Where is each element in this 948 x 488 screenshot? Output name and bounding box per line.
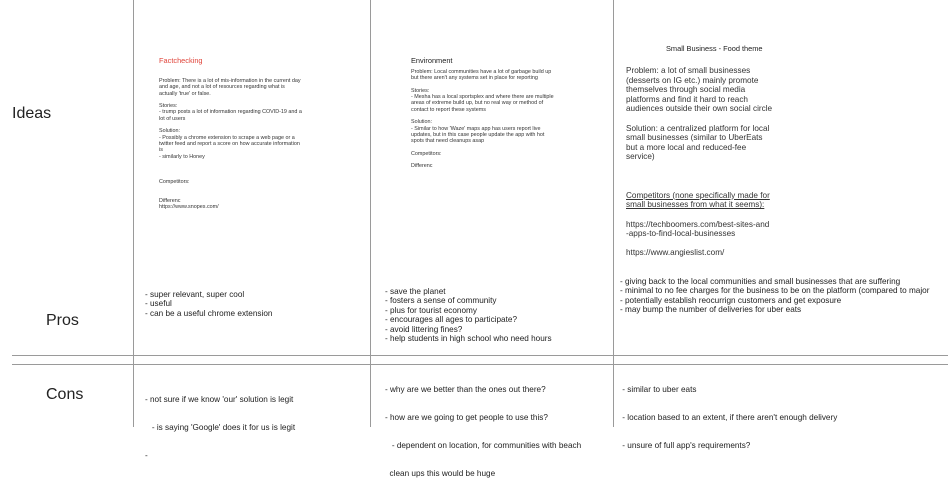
text-line: Stories: <box>159 103 178 110</box>
text-line: Differenc <box>411 163 433 170</box>
list-item: - dependent on location, for communities with beach <box>385 441 582 451</box>
cons-col1 <box>145 376 295 470</box>
list-item: - super relevant, super cool <box>145 290 245 299</box>
list-item: - potentially establish reocurrign customers and get exposure <box>620 295 842 305</box>
list-item: - how are we going to get people to use this? <box>385 413 548 423</box>
factchecking-title: Factchecking <box>159 56 203 65</box>
text-line: Stories: <box>411 87 430 94</box>
row-label-cons: Cons <box>46 386 84 403</box>
text-line: - similarly to Honey <box>159 153 205 160</box>
list-item: - <box>145 451 148 461</box>
list-item: clean ups this would be huge <box>385 469 496 479</box>
row-divider-3 <box>12 355 948 356</box>
text-line: Problem: There is a lot of mis-information in the current day <box>159 78 301 84</box>
column-divider-3 <box>613 0 614 427</box>
list-item: - save the planet <box>385 287 446 296</box>
text-line: (desserts on IG etc.) mainly promote <box>626 75 759 85</box>
pros-col1 <box>145 290 272 318</box>
list-item: - can be a useful chrome extension <box>145 308 273 318</box>
text-line: - Similar to how 'Waze' maps app has users report live <box>411 125 541 132</box>
factchecking-body <box>159 78 302 210</box>
text-line: service) <box>626 152 655 162</box>
list-item: - help students in high school who need hours <box>385 334 552 344</box>
small-business-body <box>626 66 772 258</box>
text-line: updates, but in this case people update the app with hot <box>411 131 545 138</box>
list-item: - fosters a sense of community <box>385 296 497 306</box>
link[interactable]: https://www.snopes.com/ <box>159 203 219 210</box>
text-line: but there aren't any systems set in place for reporting <box>411 75 538 82</box>
idea-environment <box>411 56 554 170</box>
list-item: - avoid littering fines? <box>385 324 463 334</box>
link[interactable]: https://www.angieslist.com/ <box>626 248 725 258</box>
list-item: - is saying 'Google' does it for us is legit <box>145 423 296 433</box>
text-line: themselves through social media <box>626 85 746 95</box>
text-line: Solution: <box>411 119 432 126</box>
cons-col3 <box>620 366 837 460</box>
row-divider-1 <box>12 364 948 365</box>
text-line: Problem: a lot of small businesses <box>626 66 751 75</box>
text-line: - Possibly a chrome extension to scrape a web page or a <box>159 134 295 141</box>
pros-col3 <box>620 277 948 315</box>
cons-col2 <box>385 366 581 488</box>
idea-factchecking <box>159 56 302 210</box>
text-line: - Mesha has a local sportsplex and where there are multiple <box>411 94 554 101</box>
text-line: Solution: <box>159 128 180 135</box>
text-line: Competitors: <box>411 150 442 157</box>
text-line: Competitors (none specifically made for <box>626 190 770 200</box>
row-label-pros: Pros <box>46 312 79 329</box>
text-line: and age, and not a lot of resources regarding what is <box>159 84 285 91</box>
pros-col2 <box>385 287 552 343</box>
column-divider-1 <box>133 0 134 427</box>
list-item: - not sure if we know 'our' solution is legit <box>145 394 294 404</box>
list-item: - unsure of full app's requirements? <box>620 441 751 451</box>
text-line: - trump posts a lot of information regarding COVID-19 and a <box>159 109 302 116</box>
list-item: - why are we better than the ones out there? <box>385 384 546 394</box>
text-line: twitter feed and report a score on how accurate information <box>159 140 300 147</box>
text-line: Differenc <box>159 197 181 204</box>
text-line: small businesses (similar to UberEats <box>626 133 763 143</box>
list-item: - encourages all ages to participate? <box>385 315 517 325</box>
row-label-ideas: Ideas <box>12 105 52 122</box>
idea-small-business <box>626 44 772 258</box>
text-line: Solution: a centralized platform for local <box>626 123 770 133</box>
text-line: Problem: Local communities have a lot of garbage build up <box>411 69 552 75</box>
environment-body <box>411 69 554 170</box>
environment-title: Environment <box>411 56 453 65</box>
text-line: platforms and find it hard to reach <box>626 94 748 104</box>
small-business-title: Small Business - Food theme <box>666 44 763 53</box>
text-line: but a more local and reduced-fee <box>626 142 747 152</box>
list-item: - location based to an extent, if there aren't enough delivery <box>620 413 838 423</box>
text-line: actually 'true' or false. <box>159 90 211 97</box>
list-item: - giving back to the local communities and small businesses that are suffering <box>620 277 901 286</box>
list-item: - useful <box>145 299 172 309</box>
list-item: - may bump the number of deliveries for uber eats <box>620 305 802 315</box>
text-line: areas of extreme build up, but no real way or method of <box>411 100 544 107</box>
text-line: lot of users <box>159 115 186 122</box>
text-line: audiences outside their own social circle <box>626 104 773 114</box>
text-line: is <box>159 147 163 154</box>
column-divider-2 <box>370 0 371 427</box>
list-item: - minimal to no fee charges for the business to be on the platform (compared to major <box>620 286 930 296</box>
link[interactable]: -apps-to-find-local-businesses <box>626 229 736 239</box>
text-line: small businesses from what it seems): <box>626 200 765 210</box>
text-line: contact to report these systems <box>411 106 486 113</box>
text-line: Competitors: <box>159 178 190 185</box>
text-line: spots that need cleanups asap <box>411 138 485 145</box>
link[interactable]: https://techboomers.com/best-sites-and <box>626 219 770 229</box>
list-item: - similar to uber eats <box>620 384 697 394</box>
list-item: - plus for tourist economy <box>385 305 477 315</box>
